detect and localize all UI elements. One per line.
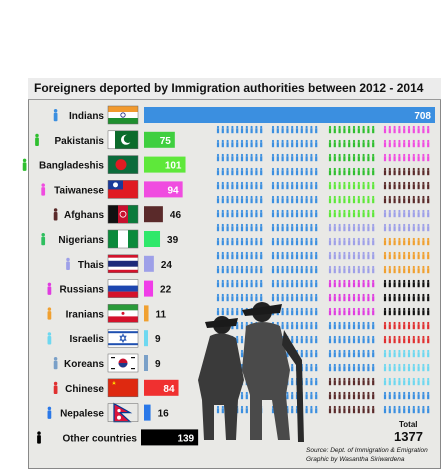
value-label: 139 (177, 433, 195, 445)
category-row (48, 404, 170, 422)
category-row (54, 106, 435, 124)
pakistan-flag-icon (108, 131, 138, 149)
category-label: Nigerians (58, 235, 104, 246)
category-label: Koreans (63, 359, 104, 370)
value-label: 9 (155, 334, 161, 346)
bar (144, 355, 148, 371)
category-label: Taiwanese (54, 185, 104, 197)
total-value: 1377 (394, 429, 423, 444)
bar (144, 405, 151, 421)
value-label: 22 (160, 284, 172, 296)
category-label: Russians (59, 284, 104, 296)
value-label: 708 (414, 111, 431, 122)
iran-flag-icon (108, 304, 138, 322)
thailand-flag-icon (108, 255, 138, 273)
bar (144, 256, 154, 272)
category-row (37, 429, 198, 445)
category-label: Thais (77, 259, 104, 271)
chart-title: Foreigners deported by Immigration authorities between 2012 - 2014 (34, 81, 424, 95)
category-row (54, 379, 179, 397)
category-row (41, 230, 178, 248)
category-row (54, 354, 161, 372)
total-label: Total (399, 420, 418, 429)
category-label: Bangladeshis (38, 160, 104, 172)
value-label: 39 (167, 235, 179, 246)
category-row (48, 304, 167, 322)
bar (144, 206, 163, 222)
category-label: Other countries (62, 433, 137, 445)
afghanistan-flag-icon (108, 205, 138, 223)
value-label: 75 (159, 135, 171, 147)
category-row (23, 156, 186, 174)
bar (144, 305, 149, 321)
russia-flag-icon (108, 280, 138, 298)
value-label: 46 (169, 210, 182, 222)
value-label: 84 (163, 383, 175, 395)
bangladesh-flag-icon (108, 156, 138, 174)
bar (144, 231, 160, 247)
value-label: 24 (160, 259, 172, 271)
credit-note: Graphic by Wasantha Siriwardena (306, 456, 405, 463)
value-label: 16 (157, 408, 169, 420)
category-label: Indians (68, 111, 104, 122)
category-label: Pakistanis (54, 135, 104, 147)
nepal-flag-icon (108, 404, 138, 422)
value-label: 94 (167, 185, 179, 197)
category-label: Afghans (64, 210, 104, 222)
value-label: 9 (155, 359, 161, 370)
value-label: 101 (164, 160, 182, 172)
category-row (48, 280, 172, 298)
bar (144, 330, 148, 346)
category-row (54, 205, 182, 223)
category-label: Iranians (65, 309, 104, 321)
israel-flag-icon (108, 329, 138, 347)
india-flag-icon (108, 106, 138, 124)
source-note: Source: Dept. of Immigration & Emigration (306, 447, 428, 454)
bar (144, 107, 435, 123)
korea-flag-icon (108, 354, 138, 372)
nigeria-flag-icon (108, 230, 138, 248)
category-row (35, 131, 175, 149)
category-row (48, 329, 161, 347)
category-label: Israelis (69, 334, 104, 346)
value-label: 11 (155, 309, 167, 321)
china-flag-icon (108, 379, 138, 397)
category-row (66, 255, 172, 273)
category-row (41, 180, 182, 198)
category-label: Chinese (65, 383, 104, 395)
taiwan-flag-icon (108, 180, 138, 198)
bar (144, 281, 153, 297)
category-label: Nepalese (60, 408, 104, 420)
